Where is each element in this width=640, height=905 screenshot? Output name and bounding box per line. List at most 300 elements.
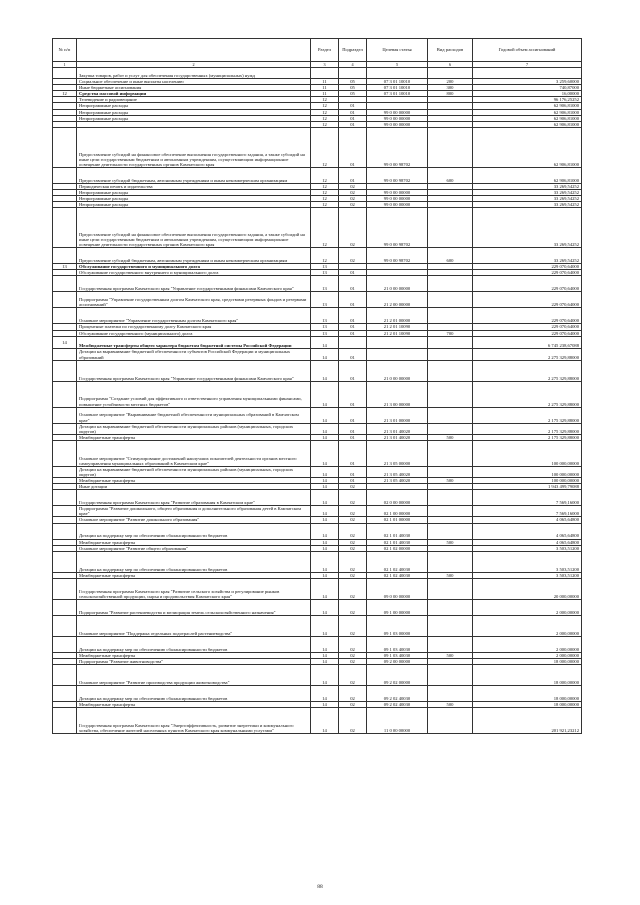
row-number-cell	[53, 599, 77, 615]
row-podrazdel-cell: 02	[339, 578, 367, 599]
row-name-cell: Государственная программа Камчатского края "Управление государственными финансами Камчатского края"	[77, 276, 311, 292]
table-row	[53, 292, 582, 308]
row-sum-cell: 33 269,54252	[473, 208, 582, 248]
row-podrazdel-cell: 02	[339, 539, 367, 545]
row-razdel-cell: 14	[311, 636, 339, 652]
row-razdel-cell: 13	[311, 264, 339, 270]
row-podrazdel-cell: 01	[339, 324, 367, 330]
row-sum-cell: 1 943 499,79088	[473, 484, 582, 490]
row-razdel-cell: 12	[311, 248, 339, 264]
row-podrazdel-cell: 01	[339, 276, 367, 292]
row-vid-cell: 700	[428, 330, 473, 336]
row-sum-cell: 96 176,25252	[473, 97, 582, 103]
row-number-cell	[53, 615, 77, 636]
row-name-cell: Основное мероприятие "Развитие производства продукции животноводства"	[77, 665, 311, 686]
row-sum-cell: 229 070,64000	[473, 308, 582, 324]
budget-table-sheet	[52, 38, 581, 734]
row-celevaya-cell: 02 1 01 40030	[367, 539, 428, 545]
col-header-celevaya: Целевая статья	[367, 39, 428, 62]
row-number-cell	[53, 665, 77, 686]
row-name-cell: Основное мероприятие "Выравнивание бюджетной обеспеченности муниципальных образований в Камчатском крае"	[77, 407, 311, 423]
row-podrazdel-cell: 01	[339, 434, 367, 440]
row-razdel-cell: 14	[311, 708, 339, 734]
row-celevaya-cell: 09 2 02 00000	[367, 665, 428, 686]
row-celevaya-cell: 09 2 00 00000	[367, 658, 428, 664]
table-row	[53, 636, 582, 652]
row-name-cell: Основное мероприятие "Управление государственным долгом Камчатского края"	[77, 308, 311, 324]
row-razdel-cell: 12	[311, 97, 339, 103]
row-podrazdel-cell: 02	[339, 490, 367, 506]
row-vid-cell	[428, 292, 473, 308]
row-podrazdel-cell: 01	[339, 121, 367, 127]
row-vid-cell	[428, 506, 473, 517]
row-name-cell: Предоставление субсидий бюджетным, автономным учреждениям и иным некоммерческим организациям	[77, 248, 311, 264]
row-razdel-cell: 14	[311, 440, 339, 466]
row-razdel-cell: 13	[311, 330, 339, 336]
table-row	[53, 490, 582, 506]
row-number-cell: 12	[53, 91, 77, 97]
row-vid-cell: 600	[428, 167, 473, 183]
row-celevaya-cell: 09 0 00 00000	[367, 578, 428, 599]
row-name-cell: Непрограммные расходы	[77, 189, 311, 195]
row-podrazdel-cell: 01	[339, 407, 367, 423]
row-vid-cell	[428, 348, 473, 360]
row-celevaya-cell: 09 1 03 40030	[367, 636, 428, 652]
table-row	[53, 68, 582, 79]
row-name-cell: Межбюджетные трансферты	[77, 478, 311, 484]
row-sum-cell: 2 000,00000	[473, 615, 582, 636]
row-podrazdel-cell: 02	[339, 208, 367, 248]
col-header-vid: Вид расходов	[428, 39, 473, 62]
row-vid-cell	[428, 440, 473, 466]
row-number-cell	[53, 636, 77, 652]
row-celevaya-cell: 09 1 03 00000	[367, 615, 428, 636]
row-vid-cell	[428, 551, 473, 572]
row-vid-cell	[428, 336, 473, 348]
row-podrazdel-cell: 02	[339, 202, 367, 208]
row-name-cell: Дотации на выравнивание бюджетной обеспеченности субъектов Российской Федерации и муниципальных образований	[77, 348, 311, 360]
row-podrazdel-cell: 02	[339, 636, 367, 652]
row-vid-cell: 500	[428, 702, 473, 708]
row-celevaya-cell: 21 3 05 40020	[367, 466, 428, 477]
row-celevaya-cell: 09 2 02 40030	[367, 702, 428, 708]
row-razdel-cell: 14	[311, 615, 339, 636]
row-razdel-cell: 14	[311, 665, 339, 686]
row-razdel-cell: 14	[311, 658, 339, 664]
table-row	[53, 708, 582, 734]
row-sum-cell: 4 065,64800	[473, 539, 582, 545]
row-sum-cell: 33 269,54252	[473, 183, 582, 189]
row-vid-cell	[428, 68, 473, 79]
row-podrazdel-cell: 02	[339, 615, 367, 636]
row-podrazdel-cell: 02	[339, 189, 367, 195]
row-podrazdel-cell: 02	[339, 484, 367, 490]
row-vid-cell: 500	[428, 539, 473, 545]
row-number-cell	[53, 407, 77, 423]
row-vid-cell: 500	[428, 572, 473, 578]
row-podrazdel-cell: 01	[339, 292, 367, 308]
row-podrazdel-cell: 02	[339, 248, 367, 264]
row-vid-cell	[428, 466, 473, 477]
row-podrazdel-cell: 02	[339, 551, 367, 572]
row-celevaya-cell: 99 0 00 00000	[367, 202, 428, 208]
row-podrazdel-cell: 02	[339, 183, 367, 189]
row-podrazdel-cell: 02	[339, 708, 367, 734]
row-sum-cell: 4 065,64800	[473, 523, 582, 539]
row-name-cell: Предоставление субсидий на финансовое обеспечение выполнения государственного задания, а также субсидий на иные цели государственным бюджетным и автономным учреждениям, осуществляющим информационное освещение деятельности государственных органов Камчатского края	[77, 208, 311, 248]
row-sum-cell: 62 906,81000	[473, 103, 582, 109]
table-row	[53, 665, 582, 686]
row-celevaya-cell: 02 1 00 00000	[367, 506, 428, 517]
row-name-cell: Государственная программа Камчатского края "Развитие сельского хозяйства и регулирование рынков сельскохозяйственной продукции, сырья и продовольствия Камчатского края"	[77, 578, 311, 599]
row-razdel-cell: 13	[311, 276, 339, 292]
row-sum-cell: 100 000,00000	[473, 440, 582, 466]
row-razdel-cell: 14	[311, 478, 339, 484]
header-row	[53, 39, 582, 62]
row-sum-cell: 62 906,81000	[473, 167, 582, 183]
row-razdel-cell: 14	[311, 466, 339, 477]
row-celevaya-cell: 02 1 01 00000	[367, 517, 428, 523]
row-name-cell: Межбюджетные трансферты	[77, 652, 311, 658]
row-razdel-cell: 12	[311, 103, 339, 109]
row-number-cell	[53, 248, 77, 264]
row-vid-cell	[428, 423, 473, 434]
row-name-cell: Предоставление субсидий на финансовое обеспечение выполнения государственного задания, а также субсидий на иные цели государственным бюджетным и автономным учреждениям, осуществляющим информационное освещение деятельности государственных органов Камчатского края	[77, 127, 311, 167]
row-razdel-cell: 14	[311, 572, 339, 578]
table-row	[53, 248, 582, 264]
row-sum-cell: 229 070,64000	[473, 324, 582, 330]
row-podrazdel-cell: 05	[339, 85, 367, 91]
table-row	[53, 308, 582, 324]
row-number-cell	[53, 360, 77, 381]
row-podrazdel-cell	[339, 336, 367, 348]
row-name-cell: Непрограммные расходы	[77, 202, 311, 208]
row-sum-cell: 18 000,00000	[473, 658, 582, 664]
row-vid-cell	[428, 360, 473, 381]
row-razdel-cell: 14	[311, 551, 339, 572]
row-podrazdel-cell: 01	[339, 423, 367, 434]
table-row	[53, 506, 582, 517]
row-celevaya-cell: 09 2 02 40030	[367, 686, 428, 702]
row-celevaya-cell: 02 1 02 00000	[367, 545, 428, 551]
row-celevaya-cell: 07 3 01 10010	[367, 85, 428, 91]
col-header-name	[77, 39, 311, 62]
row-number-cell	[53, 292, 77, 308]
column-number: 5	[367, 62, 428, 68]
row-podrazdel-cell: 02	[339, 665, 367, 686]
row-razdel-cell: 14	[311, 523, 339, 539]
row-number-cell	[53, 423, 77, 434]
row-vid-cell: 800	[428, 91, 473, 97]
row-sum-cell: 2 000,00000	[473, 652, 582, 658]
row-razdel-cell: 13	[311, 292, 339, 308]
row-podrazdel-cell: 01	[339, 308, 367, 324]
row-sum-cell: 33 269,54252	[473, 189, 582, 195]
row-name-cell: Социальное обеспечение и иные выплаты населению	[77, 79, 311, 85]
row-number-cell	[53, 466, 77, 477]
row-vid-cell	[428, 308, 473, 324]
row-razdel-cell: 13	[311, 324, 339, 330]
row-sum-cell: 62 906,81000	[473, 127, 582, 167]
row-vid-cell	[428, 599, 473, 615]
row-number-cell	[53, 167, 77, 183]
row-name-cell: Межбюджетные трансферты общего характера бюджетам бюджетной системы Российской Федерации	[77, 336, 311, 348]
row-sum-cell	[473, 68, 582, 79]
row-name-cell: Дотации на выравнивание бюджетной обеспеченности муниципальных районов (муниципальных, городских округов)	[77, 466, 311, 477]
row-podrazdel-cell: 01	[339, 270, 367, 276]
row-sum-cell: 100 000,00000	[473, 466, 582, 477]
row-razdel-cell: 14	[311, 517, 339, 523]
row-razdel-cell: 14	[311, 360, 339, 381]
row-vid-cell: 600	[428, 248, 473, 264]
row-celevaya-cell: 21 0 00 00000	[367, 276, 428, 292]
row-razdel-cell: 14	[311, 686, 339, 702]
row-celevaya-cell: 99 0 00 00000	[367, 121, 428, 127]
row-number-cell	[53, 708, 77, 734]
row-name-cell: Подпрограмма "Управление государственным долгом Камчатского края, средствами резервных фондов и резервами ассигнований"	[77, 292, 311, 308]
table-row	[53, 348, 582, 360]
row-number-cell	[53, 551, 77, 572]
row-podrazdel-cell: 01	[339, 115, 367, 121]
row-celevaya-cell: 99 0 00 00000	[367, 189, 428, 195]
row-celevaya-cell: 02 1 01 40030	[367, 523, 428, 539]
row-name-cell: Основное мероприятие "Стимулирование достижений наилучших показателей деятельности органов местного самоуправления муниципальных образований в Камчатском крае"	[77, 440, 311, 466]
table-row	[53, 381, 582, 407]
table-row	[53, 127, 582, 167]
row-podrazdel-cell: 01	[339, 478, 367, 484]
row-sum-cell: 18 000,00000	[473, 686, 582, 702]
row-sum-cell: 3 503,51200	[473, 551, 582, 572]
row-vid-cell	[428, 523, 473, 539]
column-number: 3	[311, 62, 339, 68]
row-name-cell: Периодическая печать и издательства	[77, 183, 311, 189]
row-name-cell: Межбюджетные трансферты	[77, 702, 311, 708]
row-vid-cell	[428, 686, 473, 702]
column-number: 1	[53, 62, 77, 68]
row-number-cell	[53, 490, 77, 506]
row-razdel-cell: 11	[311, 79, 339, 85]
row-razdel-cell: 14	[311, 381, 339, 407]
column-number: 7	[473, 62, 582, 68]
row-sum-cell: 7 569,16000	[473, 490, 582, 506]
row-name-cell: Средства массовой информации	[77, 91, 311, 97]
row-sum-cell: 2 000,00000	[473, 599, 582, 615]
row-name-cell: Государственная программа Камчатского края "Развитие образования в Камчатском крае"	[77, 490, 311, 506]
row-podrazdel-cell: 02	[339, 658, 367, 664]
row-podrazdel-cell: 01	[339, 381, 367, 407]
row-podrazdel-cell: 01	[339, 127, 367, 167]
row-podrazdel-cell	[339, 68, 367, 79]
budget-table	[52, 38, 582, 734]
row-podrazdel-cell: 02	[339, 599, 367, 615]
row-celevaya-cell: 99 0 00 98702	[367, 167, 428, 183]
row-podrazdel-cell: 01	[339, 330, 367, 336]
row-sum-cell: 2 275 329,88000	[473, 360, 582, 381]
row-number-cell	[53, 68, 77, 79]
row-vid-cell: 300	[428, 85, 473, 91]
row-name-cell: Подпрограмма "Развитие дошкольного, общего образования и дополнительного образования детей в Камчатском крае"	[77, 506, 311, 517]
row-name-cell: Непрограммные расходы	[77, 109, 311, 115]
row-celevaya-cell: 07 3 01 10010	[367, 91, 428, 97]
row-razdel-cell: 12	[311, 208, 339, 248]
row-sum-cell: 229 070,64000	[473, 292, 582, 308]
row-name-cell: Непрограммные расходы	[77, 103, 311, 109]
row-celevaya-cell: 02 1 02 40030	[367, 572, 428, 578]
table-row	[53, 208, 582, 248]
row-sum-cell: 20 000,00000	[473, 578, 582, 599]
row-razdel-cell: 14	[311, 336, 339, 348]
row-podrazdel-cell: 02	[339, 196, 367, 202]
row-celevaya-cell: 21 2 01 10090	[367, 330, 428, 336]
table-body	[53, 68, 582, 734]
row-sum-cell: 229 070,64000	[473, 264, 582, 270]
row-name-cell: Подпрограмма "Развитие растениеводства и мелиорация земель сельскохозяйственного назначения"	[77, 599, 311, 615]
row-vid-cell	[428, 578, 473, 599]
row-name-cell: Дотации на выравнивание бюджетной обеспеченности муниципальных районов (муниципальных, городских округов)	[77, 423, 311, 434]
col-header-sum: Годовой объем ассигнований	[473, 39, 582, 62]
row-name-cell: Телевидение и радиовещание	[77, 97, 311, 103]
row-razdel-cell: 14	[311, 348, 339, 360]
row-name-cell: Предоставление субсидий бюджетным, автономным учреждениям и иным некоммерческим организациям	[77, 167, 311, 183]
row-number-cell	[53, 523, 77, 539]
table-row	[53, 615, 582, 636]
col-header-podrazdel: Подраздел	[339, 39, 367, 62]
table-row	[53, 578, 582, 599]
row-celevaya-cell: 21 3 00 00000	[367, 381, 428, 407]
row-sum-cell: 100 000,00000	[473, 478, 582, 484]
row-razdel-cell: 12	[311, 202, 339, 208]
column-number: 6	[428, 62, 473, 68]
row-razdel-cell: 12	[311, 196, 339, 202]
row-celevaya-cell: 21 0 00 00000	[367, 360, 428, 381]
row-podrazdel-cell: 02	[339, 702, 367, 708]
row-celevaya-cell: 21 2 01 10090	[367, 324, 428, 330]
row-celevaya-cell: 99 0 00 98702	[367, 127, 428, 167]
row-sum-cell: 33 269,54252	[473, 196, 582, 202]
row-razdel-cell: 13	[311, 270, 339, 276]
row-sum-cell: 2 175 329,88000	[473, 407, 582, 423]
table-row	[53, 686, 582, 702]
row-razdel-cell: 14	[311, 434, 339, 440]
row-sum-cell: 2 000,00000	[473, 636, 582, 652]
row-sum-cell: 229 070,64000	[473, 330, 582, 336]
row-sum-cell: 7 569,16000	[473, 506, 582, 517]
row-razdel-cell: 11	[311, 91, 339, 97]
row-razdel-cell: 12	[311, 167, 339, 183]
row-razdel-cell: 14	[311, 702, 339, 708]
row-vid-cell	[428, 276, 473, 292]
row-name-cell: Основное мероприятие "Развитие дошкольного образования"	[77, 517, 311, 523]
row-sum-cell: 2 275 329,88000	[473, 348, 582, 360]
row-name-cell: Непрограммные расходы	[77, 115, 311, 121]
row-podrazdel-cell: 01	[339, 167, 367, 183]
row-podrazdel-cell: 01	[339, 360, 367, 381]
row-celevaya-cell: 09 1 03 40030	[367, 652, 428, 658]
row-podrazdel-cell: 05	[339, 79, 367, 85]
row-vid-cell: 500	[428, 434, 473, 440]
row-number-cell	[53, 381, 77, 407]
row-name-cell: Процентные платежи по государственному долгу Камчатского края	[77, 324, 311, 330]
row-celevaya-cell: 21 2 01 00000	[367, 308, 428, 324]
row-name-cell: Государственная программа Камчатского края "Управление государственными финансами Камчатского края"	[77, 360, 311, 381]
table-row	[53, 336, 582, 348]
row-name-cell: Подпрограмма "Создание условий для эффективного и ответственного управления муниципальными финансами, повышение устойчивости местных бюджетов"	[77, 381, 311, 407]
row-name-cell: Обслуживание государственного и муниципального долга	[77, 264, 311, 270]
row-celevaya-cell	[367, 348, 428, 360]
row-razdel-cell: 12	[311, 115, 339, 121]
row-razdel-cell: 14	[311, 407, 339, 423]
row-celevaya-cell: 21 3 01 40020	[367, 434, 428, 440]
row-sum-cell: 3 259,60000	[473, 79, 582, 85]
row-number-cell	[53, 276, 77, 292]
row-number-cell	[53, 686, 77, 702]
row-number-cell	[53, 208, 77, 248]
row-name-cell: Дотации на поддержку мер по обеспечению сбалансированности бюджетов	[77, 636, 311, 652]
row-podrazdel-cell: 01	[339, 109, 367, 115]
row-razdel-cell: 12	[311, 109, 339, 115]
row-podrazdel-cell: 02	[339, 506, 367, 517]
row-razdel-cell: 14	[311, 578, 339, 599]
row-celevaya-cell: 99 0 00 00000	[367, 196, 428, 202]
row-vid-cell: 500	[428, 478, 473, 484]
row-sum-cell: 2 175 329,88000	[473, 434, 582, 440]
row-sum-cell: 740,87000	[473, 85, 582, 91]
row-podrazdel-cell: 02	[339, 572, 367, 578]
row-vid-cell	[428, 636, 473, 652]
row-name-cell: Межбюджетные трансферты	[77, 572, 311, 578]
row-name-cell: Государственная программа Камчатского края "Энергоэффективность, развитие энергетики и коммунального хозяйства, обеспечение жителей населенных пунктов Камчатского края коммунальными услугами"	[77, 708, 311, 734]
row-celevaya-cell: 99 0 00 00000	[367, 109, 428, 115]
row-vid-cell	[428, 127, 473, 167]
row-razdel-cell: 12	[311, 189, 339, 195]
row-vid-cell: 500	[428, 652, 473, 658]
row-name-cell: Иные бюджетные ассигнования	[77, 85, 311, 91]
row-celevaya-cell: 21 3 05 40020	[367, 478, 428, 484]
table-row	[53, 360, 582, 381]
row-sum-cell: 2 275 329,88000	[473, 381, 582, 407]
row-razdel-cell: 14	[311, 506, 339, 517]
row-celevaya-cell: 07 3 01 10010	[367, 79, 428, 85]
row-number-cell	[53, 506, 77, 517]
page-number: 88	[317, 884, 323, 890]
row-sum-cell: 3 503,51200	[473, 572, 582, 578]
row-number-cell: 13	[53, 264, 77, 270]
row-number-cell	[53, 440, 77, 466]
row-sum-cell: 6 745 238,67088	[473, 336, 582, 348]
row-number-cell	[53, 308, 77, 324]
row-celevaya-cell	[367, 68, 428, 79]
row-vid-cell: 200	[428, 79, 473, 85]
row-vid-cell	[428, 490, 473, 506]
row-vid-cell	[428, 708, 473, 734]
row-name-cell: Подпрограмма "Развитие животноводства"	[77, 658, 311, 664]
col-header-razdel: Раздел	[311, 39, 339, 62]
row-razdel-cell: 14	[311, 490, 339, 506]
row-celevaya-cell: 21 2 00 00000	[367, 292, 428, 308]
row-name-cell: Иные дотации	[77, 484, 311, 490]
row-sum-cell: 18 000,00000	[473, 702, 582, 708]
row-vid-cell	[428, 208, 473, 248]
row-celevaya-cell: 99 0 00 98702	[367, 208, 428, 248]
row-razdel-cell: 14	[311, 484, 339, 490]
row-sum-cell: 16,00000	[473, 91, 582, 97]
row-name-cell: Непрограммные расходы	[77, 196, 311, 202]
table-row	[53, 599, 582, 615]
row-number-cell	[53, 348, 77, 360]
row-celevaya-cell: 99 0 00 98702	[367, 248, 428, 264]
table-row	[53, 276, 582, 292]
column-number: 2	[77, 62, 311, 68]
